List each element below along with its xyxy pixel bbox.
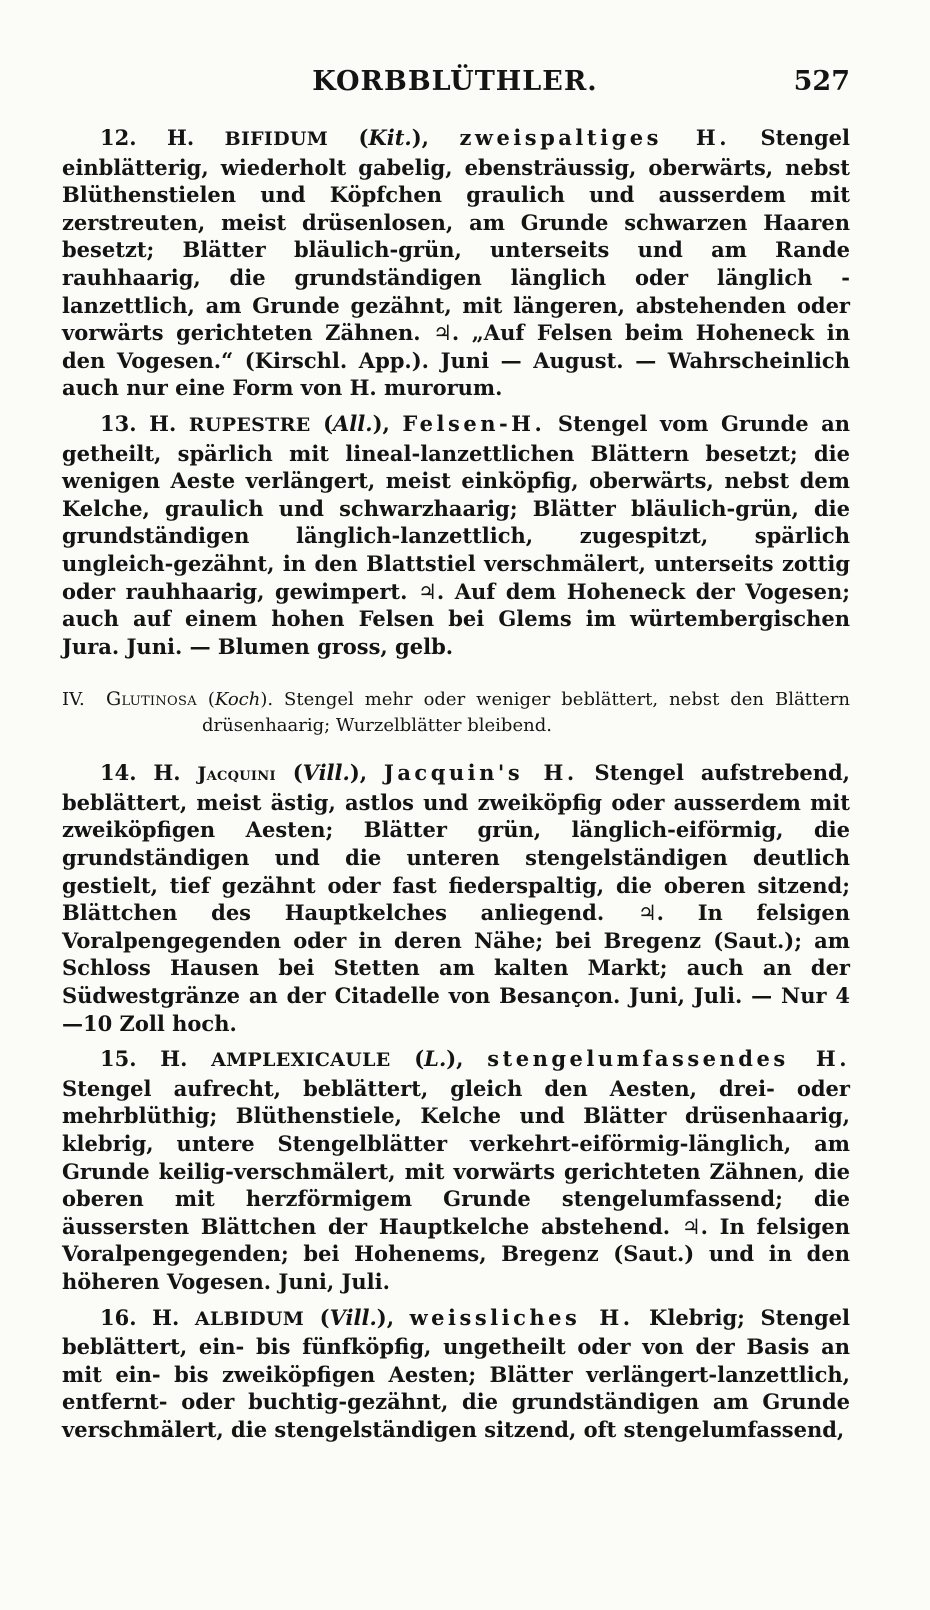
entry-number: 14. H. (100, 760, 198, 786)
species-author: Kit. (368, 125, 412, 150)
common-name: stengelumfassendes H. (487, 1046, 851, 1072)
text-body (62, 124, 850, 1452)
common-name: Felsen-H. (402, 410, 546, 436)
page-number: 527 (793, 66, 850, 97)
entry-12: 12. H. BIFIDUM (Kit.), zweispaltiges H. Stengel einblätterig, wiederholt gabelig, ebensträussig, oberwärts, nebst Blüthenstielen und Köpfchen graulich und ausserdem mit zerstreuten, meist drüsenlosen, am Grunde schwarzen Haaren besetzt; Blätter bläulich-grün, unterseits und am Rande rauhhaarig, die grundständigen länglich oder länglich - lanzettlich, am Grunde gezähnt, mit längeren, abstehenden oder vorwärts gerichteten Zähnen. ♃. „Auf Felsen beim Hoheneck in den Vogesen.“ (Kirschl. App.). Juni — August. — Wahrscheinlich auch nur eine Form von H. murorum. (62, 125, 851, 401)
section-description: Stengel mehr oder weniger beblättert, nebst den Blättern drüsenhaarig; Wurzelblätter bleibend. (202, 689, 850, 737)
description: Stengel aufrecht, beblättert, gleich den Aesten, drei- oder mehrblüthig; Blüthenstiele, Kelche und Blätter drüsenhaarig, klebrig, untere Stengelblätter verkehrt-eiförmig-länglich, am Grunde keilig-verschmälert, mit vorwärts gerichteten Zähnen, die oberen mit herzförmigem Grunde stengelumfassend; die äussersten Blättchen der Hauptkelche abstehend. ♃. In felsigen Voralpengegenden; bei Hohenems, Bregenz (Saut.) und in den höheren Vogesen. Juni, Juli. (62, 1075, 850, 1294)
entry-14: 14. H. Jacquini (Vill.), Jacquin's H. Stengel aufstrebend, beblättert, meist ästig, astlos und zweiköpfig oder ausserdem mit zweiköpfigen Aesten; Blätter grün, länglich-eiförmig, die grundständigen und die unteren stengelständigen deutlich gestielt, tief gezähnt oder fast fiederspaltig, die oberen sitzend; Blättchen des Hauptkelches anliegend. ♃. In felsigen Voralpengegenden oder in deren Nähe; bei Bregenz (Saut.); am Schloss Hausen bei Stetten am kalten Markt; auch an der Südwestgränze an der Citadelle von Besançon. Juni, Juli. — Nur 4—10 Zoll hoch. (62, 760, 850, 1036)
common-name: zweispaltiges H. (459, 125, 731, 150)
species-author: Vill. (302, 760, 350, 786)
header-title: KORBBLÜTHLER. (312, 66, 598, 97)
entry-number: 15. H. (100, 1046, 212, 1072)
common-name: weissliches H. (409, 1304, 634, 1330)
entry-number: 12. H. (100, 125, 225, 150)
species-author: All. (333, 410, 373, 436)
description: Stengel vom Grunde an getheilt, spärlich mit lineal-lanzettlichen Blättern besetzt; die wenigen Aeste verlängert, meist einköpfig, oberwärts, nebst dem Kelche, graulich und schwarzhaarig; Blätter bläulich-grün, die grundständigen länglich-lanzettlich, zugespitzt, spärlich ungleich-gezähnt, in den Blattstiel verschmälert, unterseits zottig oder rauhhaarig, gewimpert. ♃. Auf dem Hoheneck der Vogesen; auch auf einem hohen Felsen bei Glems im würtembergischen Jura. Juni. — Blumen gross, gelb. (62, 410, 851, 659)
species-name: ALBIDUM (194, 1307, 305, 1330)
section-number: IV. (62, 689, 85, 711)
entry-13: 13. H. RUPESTRE (All.), Felsen-H. Stengel vom Grunde an getheilt, spärlich mit lineal-lanzettlichen Blättern besetzt; die wenigen Aeste verlängert, meist einköpfig, oberwärts, nebst dem Kelche, graulich und schwarzhaarig; Blätter bläulich-grün, die grundständigen länglich-lanzettlich, zugespitzt, spärlich ungleich-gezähnt, in den Blattstiel verschmälert, unterseits zottig oder rauhhaarig, gewimpert. ♃. Auf dem Hoheneck der Vogesen; auch auf einem hohen Felsen bei Glems im würtembergischen Jura. Juni. — Blumen gross, gelb. (62, 410, 851, 659)
entry-number: 16. H. (100, 1304, 195, 1330)
section-author: Koch (214, 689, 261, 711)
species-name: BIFIDUM (224, 128, 329, 150)
description: Stengel aufstrebend, beblättert, meist ästig, astlos und zweiköpfig oder ausserdem mit zweiköpfigen Aesten; Blätter grün, länglich-eiförmig, die grundständigen und die unteren stengelständigen deutlich gestielt, tief gezähnt oder fast fiederspaltig, die oberen sitzend; Blättchen des Hauptkelches anliegend. ♃. In felsigen Voralpengegenden oder in deren Nähe; bei Bregenz (Saut.); am Schloss Hausen bei Stetten am kalten Markt; auch an der Südwestgränze an der Citadelle von Besançon. Juni, Juli. — Nur 4—10 Zoll hoch. (62, 760, 850, 1036)
entry-number: 13. H. (100, 410, 189, 436)
section-heading: IV. Glutinosa (Koch). Stengel mehr oder weniger beblättert, nebst den Blättern drüsenhaarig; Wurzelblätter bleibend. (62, 688, 850, 737)
running-header (60, 66, 850, 102)
description: Klebrig; Stengel beblättert, ein- bis fünfköpfig, ungetheilt oder von der Basis an mit ein- bis zweiköpfigen Aesten; Blätter verlängert-lanzettlich, entfernt- oder buchtig-gezähnt, die grundständigen am Grunde verschmälert, die stengelständigen sitzend, oft stengelumfassend, (62, 1304, 850, 1442)
species-name: Jacquini (197, 763, 276, 786)
entry-16: 16. H. ALBIDUM (Vill.), weissliches H. Klebrig; Stengel beblättert, ein- bis fünfköpfig, ungetheilt oder von der Basis an mit ein- bis zweiköpfigen Aesten; Blätter verlängert-lanzettlich, entfernt- oder buchtig-gezähnt, die grundständigen am Grunde verschmälert, die stengelständigen sitzend, oft stengelumfassend, (62, 1304, 850, 1442)
species-author: Vill. (329, 1304, 377, 1330)
section-name: Glutinosa (106, 688, 197, 711)
description: Stengel einblätterig, wiederholt gabelig, ebensträussig, oberwärts, nebst Blüthenstielen und Köpfchen graulich und ausserdem mit zerstreuten, meist drüsenlosen, am Grunde schwarzen Haaren besetzt; Blätter bläulich-grün, unterseits und am Rande rauhhaarig, die grundständigen länglich oder länglich - lanzettlich, am Grunde gezähnt, mit längeren, abstehenden oder vorwärts gerichteten Zähnen. ♃. „Auf Felsen beim Hoheneck in den Vogesen.“ (Kirschl. App.). Juni — August. — Wahrscheinlich auch nur eine Form von H. murorum. (62, 125, 851, 401)
species-name: RUPESTRE (188, 413, 311, 436)
species-author: L. (424, 1046, 447, 1072)
common-name: Jacquin's H. (383, 760, 578, 786)
entry-15: 15. H. AMPLEXICAULE (L.), stengelumfassendes H. Stengel aufrecht, beblättert, gleich den Aesten, drei- oder mehrblüthig; Blüthenstiele, Kelche und Blätter drüsenhaarig, klebrig, untere Stengelblätter verkehrt-eiförmig-länglich, am Grunde keilig-verschmälert, mit vorwärts gerichteten Zähnen, die oberen mit herzförmigem Grunde stengelumfassend; die äussersten Blättchen der Hauptkelche abstehend. ♃. In felsigen Voralpengegenden; bei Hohenems, Bregenz (Saut.) und in den höheren Vogesen. Juni, Juli. (62, 1046, 851, 1294)
species-name: AMPLEXICAULE (211, 1049, 391, 1072)
